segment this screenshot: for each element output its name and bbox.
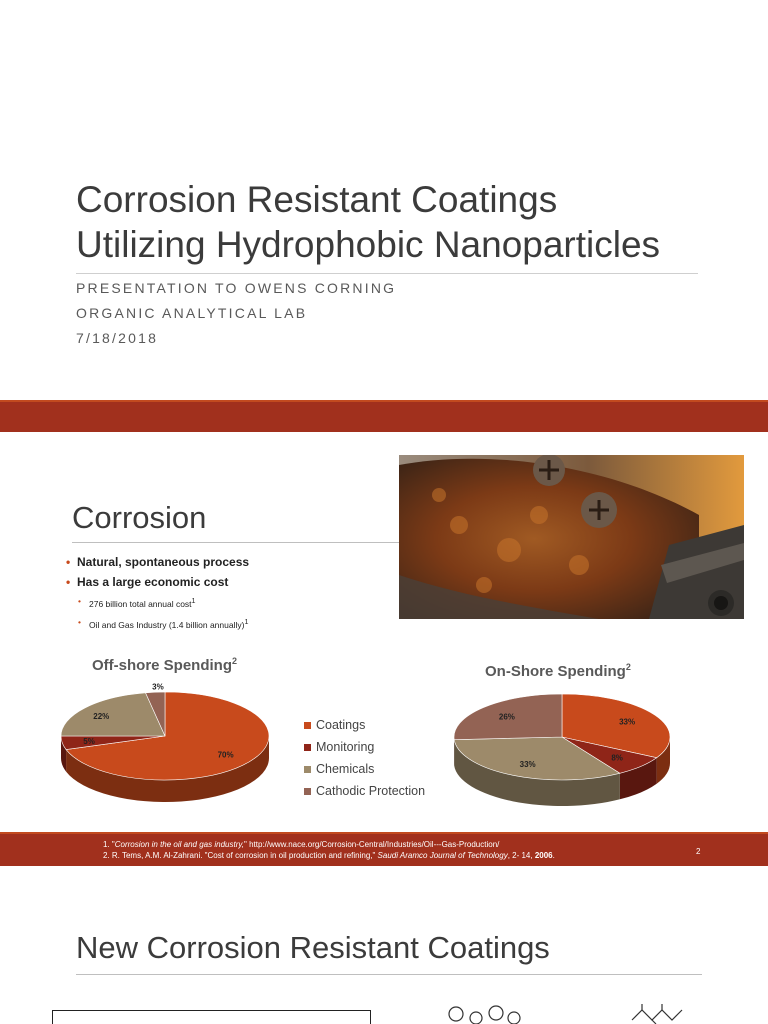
corrosion-slide	[0, 400, 768, 866]
nanoparticle-structure-icon	[446, 1004, 530, 1024]
rusty-metal-photo	[399, 455, 744, 619]
presentation-title	[76, 177, 716, 267]
reference-2: 2. R. Tems, A.M. Al-Zahrani. "Cost of corrosion in oil production and refining," Saudi Aramco Journal of Technology, 2- 14, 2006.	[103, 851, 555, 860]
title-slide	[0, 0, 768, 400]
onshore-chart-title: On-Shore Spending$^2$	[485, 662, 631, 680]
title-line-1: Corrosion Resistant Coatings	[76, 179, 558, 220]
pie-data-label: 33%	[619, 717, 636, 727]
slide-title: New Corrosion Resistant Coatings	[76, 930, 550, 965]
pie-data-label: 5%	[83, 736, 95, 746]
references-footer	[0, 832, 768, 866]
new-coatings-slide	[0, 890, 768, 1024]
bullet-item: • Has a large economic cost	[66, 572, 249, 592]
title-divider	[76, 974, 702, 975]
molecule-structure-icon	[628, 1002, 692, 1024]
pie-data-label: 33%	[519, 759, 536, 769]
sub-bullet-item: • 276 billion total annual cost$^1$	[78, 592, 249, 613]
pie-data-label: 3%	[152, 682, 164, 692]
legend-item: Coatings	[304, 714, 425, 736]
onshore-pie-chart	[445, 682, 680, 822]
bullet-item: • Natural, spontaneous process	[66, 552, 249, 572]
pie-data-label: 70%	[217, 750, 234, 760]
pie-data-label: 8%	[611, 753, 623, 763]
pie-data-label: 26%	[498, 712, 515, 722]
page-number: 2	[696, 847, 701, 856]
subtitle-date: 7/18/2018	[76, 330, 159, 346]
reference-1: 1. "Corrosion in the oil and gas industry," http://www.nace.org/Corrosion-Central/Industries/Oil---Gas-Production/	[103, 840, 500, 849]
subtitle-lab: ORGANIC ANALYTICAL LAB	[76, 305, 308, 321]
slide-header-bar	[0, 400, 768, 432]
diagram-box	[52, 1010, 371, 1024]
title-line-2: Utilizing Hydrophobic Nanoparticles	[76, 224, 661, 265]
legend-item: Chemicals	[304, 758, 425, 780]
subtitle-presenter: PRESENTATION TO OWENS CORNING	[76, 280, 397, 296]
sub-bullet-item: • Oil and Gas Industry (1.4 billion annually)$^1$	[78, 613, 249, 634]
offshore-pie-chart	[55, 678, 280, 828]
pie-data-label: 22%	[93, 711, 110, 721]
chart-legend	[304, 714, 425, 802]
legend-item: Monitoring	[304, 736, 425, 758]
bullet-list	[66, 552, 249, 634]
slide-title: Corrosion	[72, 500, 207, 535]
title-divider	[76, 273, 698, 274]
legend-item: Cathodic Protection	[304, 780, 425, 802]
offshore-chart-title: Off-shore Spending$^2$	[92, 656, 238, 674]
title-divider	[72, 542, 400, 543]
